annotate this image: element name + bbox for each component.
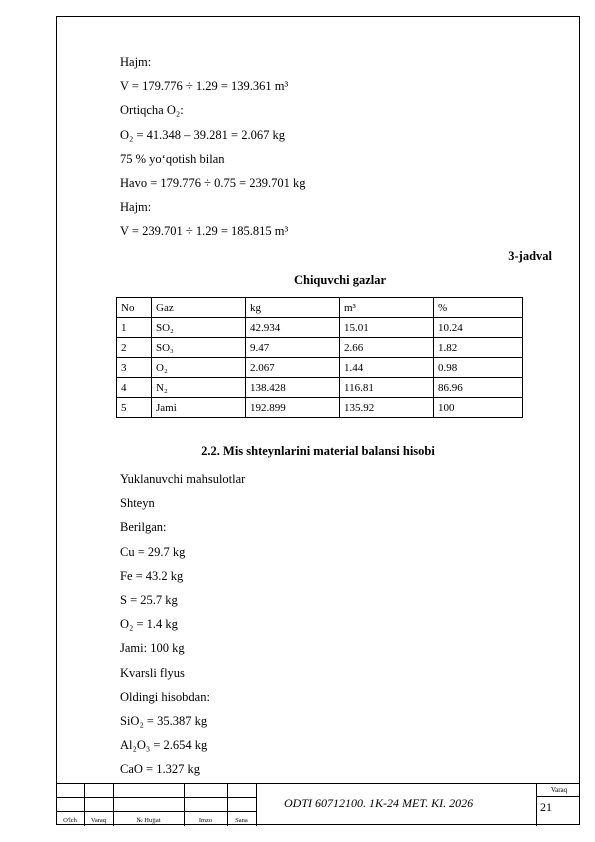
- table-cell: 42.934: [246, 318, 340, 338]
- text-line: O₂ = 1.4 kg: [120, 617, 178, 632]
- col-header: kg: [246, 298, 340, 318]
- table-cell: 1: [117, 318, 152, 338]
- text-line: S = 25.7 kg: [120, 592, 178, 607]
- stamp-row-line: [536, 796, 580, 797]
- stamp-row-line: [56, 811, 256, 812]
- text-line: CaO = 1.327 kg: [120, 762, 200, 777]
- table-label: 3-jadval: [508, 248, 552, 263]
- stamp-label: Imzo: [198, 817, 213, 824]
- stamp-label: O'lch: [63, 817, 77, 824]
- table-cell: 86.96: [434, 378, 523, 398]
- text-line: O₂ = 41.348 – 39.281 = 2.067 kg: [120, 127, 285, 142]
- text-line: Al₂O₃ = 2.654 kg: [120, 738, 208, 753]
- text-line: Berilgan:: [120, 520, 167, 535]
- page-number: 21: [540, 800, 552, 814]
- calculation-block: [120, 50, 560, 292]
- text-line: Hajm:: [120, 55, 152, 69]
- col-header: %: [434, 298, 523, 318]
- table-row: [117, 358, 523, 378]
- stamp-label: Varaq: [90, 817, 107, 824]
- table-cell: 5: [117, 398, 152, 418]
- document-code: ODTI 60712100. 1K-24 MET. KI. 2026: [284, 796, 474, 810]
- title-block: [56, 783, 580, 826]
- table-cell: 10.24: [434, 318, 523, 338]
- table-cell: 138.428: [246, 378, 340, 398]
- stamp-row-line: [56, 797, 256, 798]
- table-cell: Jami: [152, 398, 246, 418]
- table-title: Chiquvchi gazlar: [293, 272, 387, 287]
- table-row: [117, 318, 523, 338]
- table-cell: 4: [117, 378, 152, 398]
- text-line: Cu = 29.7 kg: [120, 544, 186, 559]
- gas-table: [116, 297, 523, 418]
- table-cell: 2: [117, 338, 152, 358]
- text-line: Oldingi hisobdan:: [120, 689, 210, 704]
- table-cell: 1.44: [340, 358, 434, 378]
- text-line: Ortiqcha O₂:: [120, 103, 184, 118]
- table-header-row: [117, 298, 523, 318]
- stamp-label: № Hujjat: [136, 817, 161, 824]
- table-cell: 3: [117, 358, 152, 378]
- table-cell: N₂: [152, 378, 246, 398]
- table-cell: 100: [434, 398, 523, 418]
- sheet-label: Varaq: [550, 786, 568, 794]
- table-cell: 2.66: [340, 338, 434, 358]
- stamp-divider: [256, 784, 257, 826]
- table-cell: 192.899: [246, 398, 340, 418]
- stamp-label: Sana: [235, 817, 248, 824]
- table-row: [117, 378, 523, 398]
- text-line: Fe = 43.2 kg: [120, 568, 184, 583]
- table-cell: 15.01: [340, 318, 434, 338]
- text-line: 75 % yo‘qotish bilan: [120, 151, 225, 166]
- input-materials-block: [120, 467, 560, 781]
- text-line: Kvarsli flyus: [120, 665, 185, 680]
- text-line: SiO₂ = 35.387 kg: [120, 713, 208, 728]
- table-cell: O₂: [152, 358, 246, 378]
- section-heading: 2.2. Mis shteynlarini material balansi hisobi: [201, 444, 435, 458]
- table-cell: 0.98: [434, 358, 523, 378]
- text-line: Shteyn: [120, 496, 155, 511]
- text-line: Jami: 100 kg: [120, 641, 185, 656]
- table-cell: 1.82: [434, 338, 523, 358]
- table-cell: 116.81: [340, 378, 434, 398]
- col-header: No: [117, 298, 152, 318]
- col-header: Gaz: [152, 298, 246, 318]
- table-row: [117, 338, 523, 358]
- table-row: [117, 398, 523, 418]
- table-cell: SO₂: [152, 318, 246, 338]
- text-line: Yuklanuvchi mahsulotlar: [120, 472, 246, 486]
- text-line: V = 239.701 ÷ 1.29 = 185.815 m³: [120, 224, 289, 239]
- text-line: V = 179.776 ÷ 1.29 = 139.361 m³: [120, 79, 289, 94]
- text-line: Havo = 179.776 ÷ 0.75 = 239.701 kg: [120, 175, 306, 190]
- table-cell: SO₃: [152, 338, 246, 358]
- table-cell: 9.47: [246, 338, 340, 358]
- table-cell: 135.92: [340, 398, 434, 418]
- stamp-divider: [536, 784, 537, 826]
- col-header: m³: [340, 298, 434, 318]
- text-line: Hajm:: [120, 200, 152, 215]
- table-cell: 2.067: [246, 358, 340, 378]
